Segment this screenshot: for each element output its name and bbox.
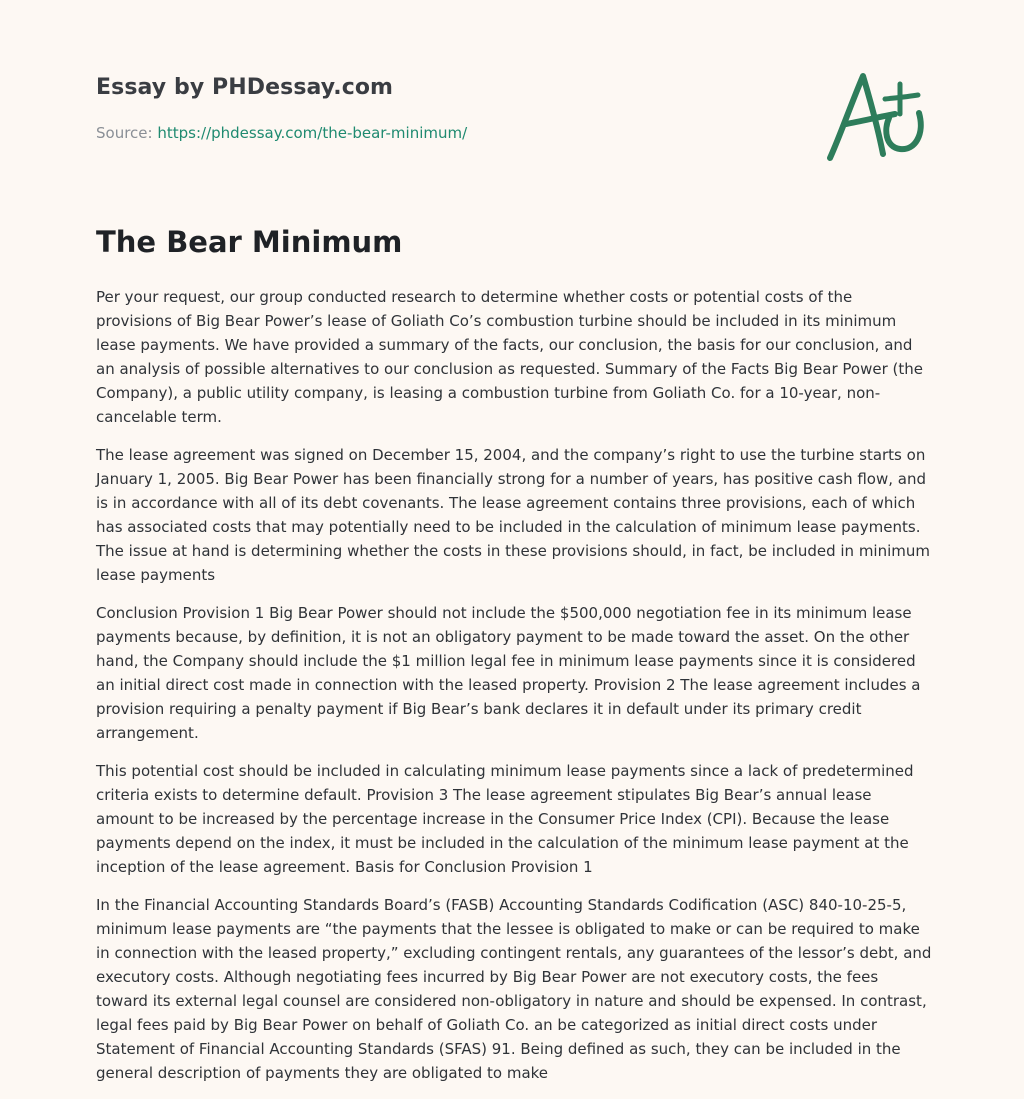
site-title: Essay by PHDessay.com (96, 75, 394, 100)
essay-paragraph: The lease agreement was signed on December 15, 2004, and the company’s right to use the turbine starts on January 1, 2005. Big Bear Power has been financially strong for a number of years, has positive cash flow, and is in accordance with all of its debt covenants. The lease agreement contains three provisions, each of which has associated costs that may potentially need to be included in the calculation of minimum lease payments. The issue at hand is determining whether the costs in these provisions should, in fact, be included in minimum lease payments (96, 446, 931, 584)
essay-paragraph: This potential cost should be included in calculating minimum lease payments since a lack of predetermined criteria exists to determine default. Provision 3 The lease agreement stipulates Big Bear’s annual lease amount to be increased by the percentage increase in the Consumer Price Index (CPI). Because the lease payments depend on the index, it must be included in the calculation of the minimum lease payment at the inception of the lease agreement. Basis for Conclusion Provision 1 (96, 762, 914, 876)
source-label: Source: (96, 124, 153, 142)
a-plus-logo-icon (822, 66, 930, 166)
essay-paragraph: Per your request, our group conducted research to determine whether costs or potential costs of the provisions of Big Bear Power’s lease of Goliath Co’s combustion turbine should be included in its minimum lease payments. We have provided a summary of the facts, our conclusion, the basis for our conclusion, and an analysis of possible alternatives to our conclusion as requested. Summary of the Facts Big Bear Power (the Company), a public utility company, is leasing a combustion turbine from Goliath Co. for a 10-year, non-cancelable term. (96, 288, 923, 426)
source-link[interactable]: https://phdessay.com/the-bear-minimum/ (157, 124, 468, 142)
source-line (96, 124, 467, 142)
essay-body (96, 285, 932, 1099)
essay-paragraph: In the Financial Accounting Standards Board’s (FASB) Accounting Standards Codification (ASC) 840-10-25-5, minimum lease payments are “the payments that the lessee is obligated to make or can be required to make in connection with the leased property,” excluding contingent rentals, any guarantees of the lessor’s debt, and executory costs. Although negotiating fees incurred by Big Bear Power are not executory costs, the fees toward its external legal counsel are considered non-obligatory in nature and should be expensed. In contrast, legal fees paid by Big Bear Power on behalf of Goliath Co. an be categorized as initial direct costs under Statement of Financial Accounting Standards (SFAS) 91. Being defined as such, they can be included in the general description of payments they are obligated to make (96, 896, 932, 1082)
essay-paragraph: Conclusion Provision 1 Big Bear Power should not include the $500,000 negotiation fee in its minimum lease payments because, by definition, it is not an obligatory payment to be made toward the asset. On the other hand, the Company should include the $1 million legal fee in minimum lease payments since it is considered an initial direct cost made in connection with the leased property. Provision 2 The lease agreement includes a provision requiring a penalty payment if Big Bear’s bank declares it in default under its primary credit arrangement. (96, 604, 921, 742)
essay-title: The Bear Minimum (96, 225, 403, 259)
